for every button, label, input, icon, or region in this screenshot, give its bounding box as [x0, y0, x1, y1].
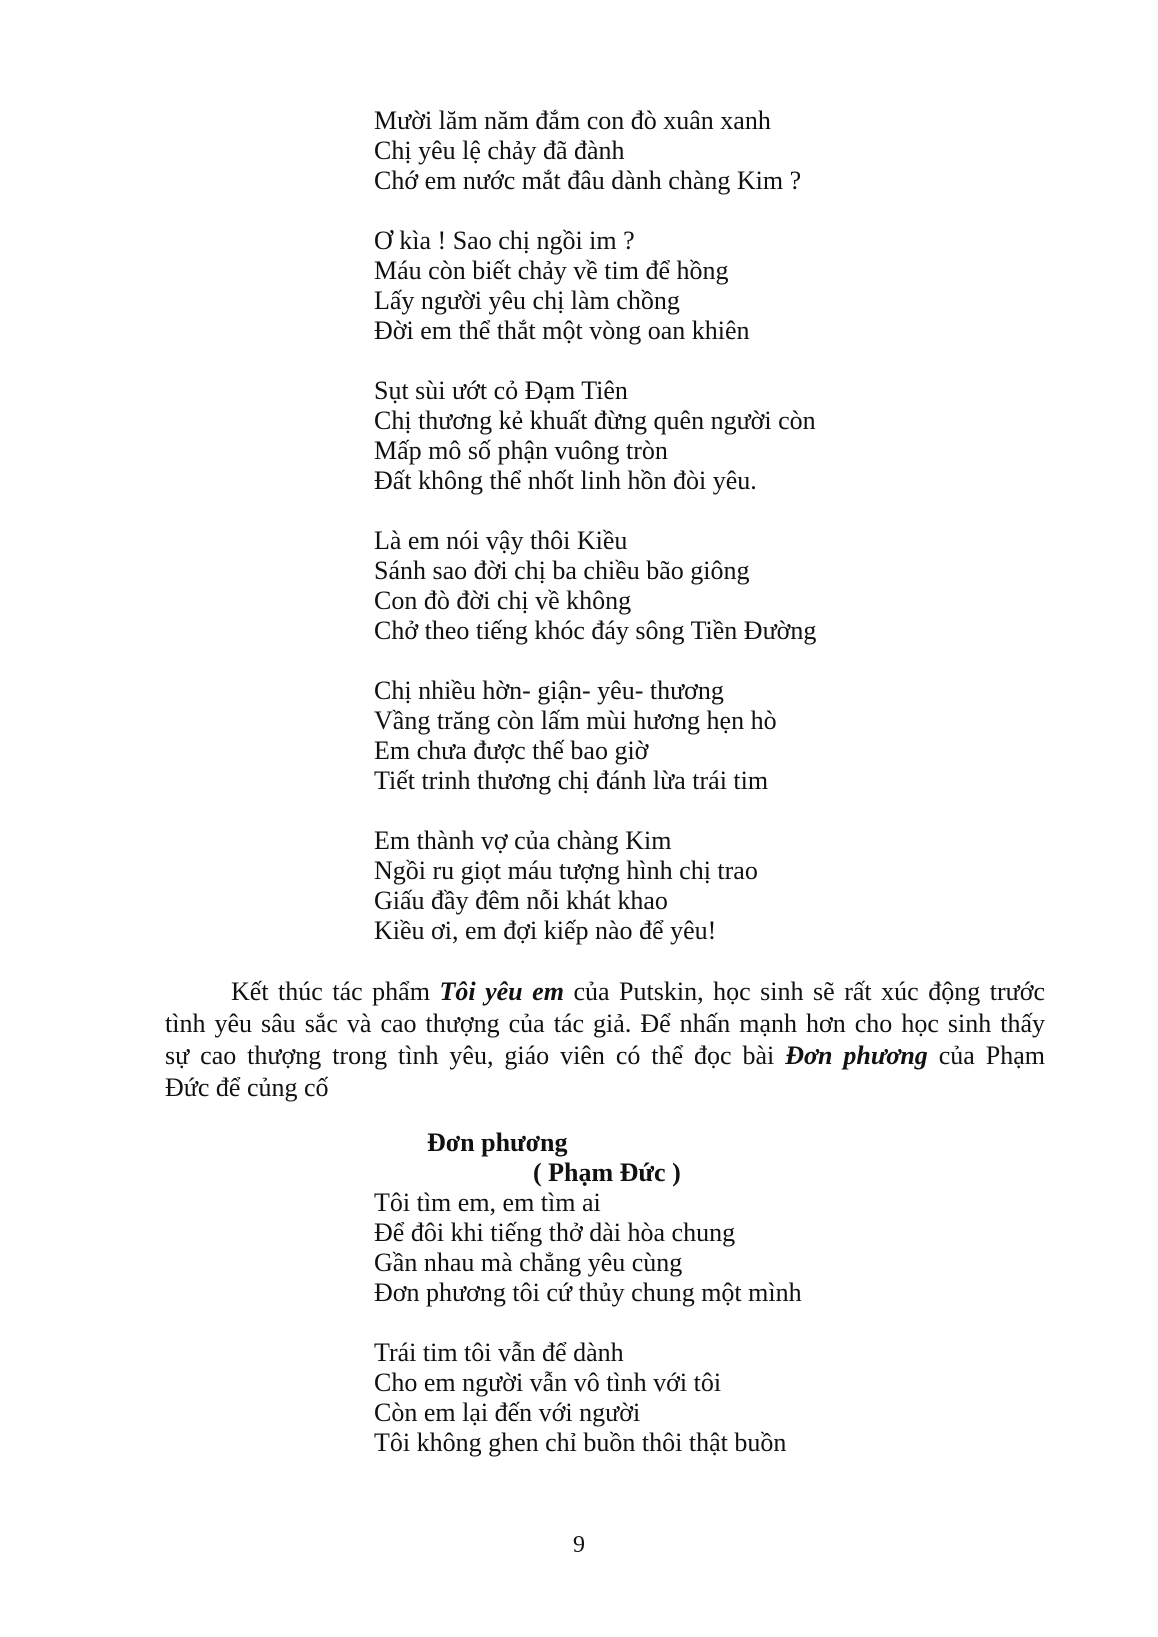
poem-line: Vầng trăng còn lấm mùi hương hẹn hò	[374, 706, 777, 735]
poem-line: Mấp mô số phận vuông tròn	[374, 436, 668, 465]
body-paragraph	[165, 976, 1045, 1104]
paragraph-line: tình yêu sâu sắc và cao thượng của tác giả. Để nhấn mạnh hơn cho học sinh thấy	[165, 1009, 1045, 1038]
poem-line: Giấu đầy đêm nỗi khát khao	[374, 886, 668, 915]
paragraph-line: Kết thúc tác phẩm Tôi yêu em của Putskin, học sinh sẽ rất xúc động trước	[231, 977, 1045, 1006]
poem-line: Chở theo tiếng khóc đáy sông Tiền Đường	[374, 616, 817, 645]
poem-line: Trái tim tôi vẫn để dành	[374, 1338, 624, 1367]
poem-line: Con đò đời chị về không	[374, 586, 632, 615]
poem-line: Chị thương kẻ khuất đừng quên người còn	[374, 406, 816, 435]
poem-line: Chị yêu lệ chảy đã đành	[374, 136, 625, 165]
poem-author: ( Phạm Đức )	[533, 1158, 681, 1187]
work-title-don-phuong: Đơn phương	[785, 1041, 928, 1070]
poem-line: Tôi không ghen chỉ buồn thôi thật buồn	[374, 1428, 787, 1457]
poem-line: Đất không thể nhốt linh hồn đòi yêu.	[374, 466, 757, 495]
poem-line: Để đôi khi tiếng thở dài hòa chung	[374, 1218, 736, 1247]
poem-line: Tiết trinh thương chị đánh lừa trái tim	[374, 766, 769, 795]
poem-line: Máu còn biết chảy về tim để hồng	[374, 256, 729, 285]
poem-line: Mười lăm năm đắm con đò xuân xanh	[374, 106, 771, 135]
poem-line: Còn em lại đến với người	[374, 1398, 641, 1427]
poem-line: Tôi tìm em, em tìm ai	[374, 1188, 601, 1217]
poem-line: Lấy người yêu chị làm chồng	[374, 286, 680, 315]
poem-line: Em thành vợ của chàng Kim	[374, 826, 672, 855]
poem-line: Đời em thể thắt một vòng oan khiên	[374, 316, 750, 345]
poem-line: Là em nói vậy thôi Kiều	[374, 526, 628, 555]
page-number: 9	[573, 1532, 585, 1558]
poem-line: Ơ kìa ! Sao chị ngồi im ?	[374, 226, 635, 255]
poem-line: Em chưa được thế bao giờ	[374, 736, 649, 765]
poem-line: Cho em người vẫn vô tình với tôi	[374, 1368, 722, 1397]
poem-line: Chị nhiều hờn- giận- yêu- thương	[374, 676, 724, 705]
poem-title: Đơn phương	[427, 1128, 568, 1157]
poem-line: Ngồi ru giọt máu tượng hình chị trao	[374, 856, 758, 885]
work-title-toi-yeu-em: Tôi yêu em	[439, 977, 564, 1006]
poem-line: Sánh sao đời chị ba chiều bão giông	[374, 556, 750, 585]
paragraph-line: Đức để củng cố	[165, 1073, 329, 1102]
poem-line: Sụt sùi ướt cỏ Đạm Tiên	[374, 376, 628, 405]
poem-line: Chớ em nước mắt đâu dành chàng Kim ?	[374, 166, 802, 195]
poem-line: Kiều ơi, em đợi kiếp nào để yêu!	[374, 916, 717, 945]
paragraph-line: sự cao thượng trong tình yêu, giáo viên có thể đọc bài Đơn phương của Phạm	[165, 1041, 1046, 1070]
poem-line: Gần nhau mà chẳng yêu cùng	[374, 1248, 683, 1277]
poem-line: Đơn phương tôi cứ thủy chung một mình	[374, 1278, 802, 1307]
